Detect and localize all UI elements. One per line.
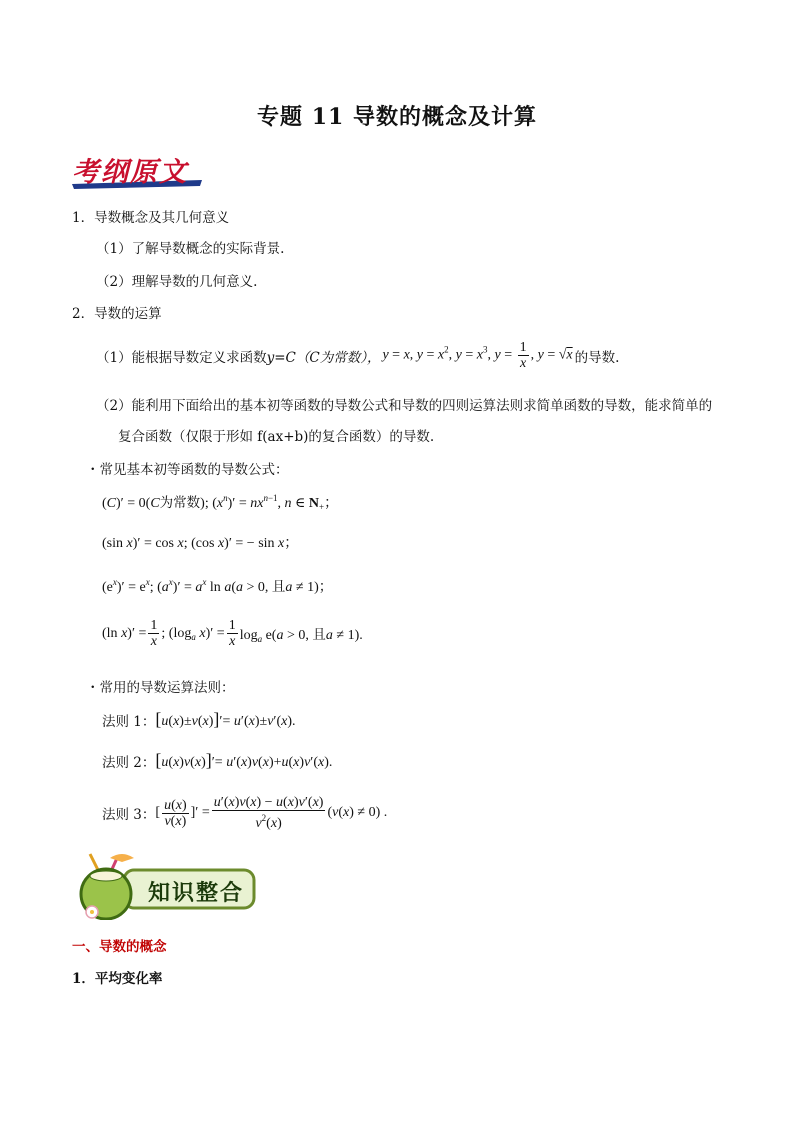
item-2-2-line1: （2）能利用下面给出的基本初等函数的导数公式和导数的四则运算法则求简单函数的导数，能求简单的: [96, 398, 713, 414]
item-2-1-text-a: （1）能根据导数定义求函数: [96, 349, 267, 366]
item-2-1: [96, 340, 619, 371]
formula-trig: (sin x)′ = cos x; (cos x)′ = − sin x；: [102, 536, 299, 551]
formula-exponential: $(e^x)' = e^x$; $(a^x)' = a^x$ ln a(a > 0, 且a ≠ 1)；: [102, 577, 333, 595]
rule-1-formula: [u(x)±v(x)]′= u′(x)±v′(x).: [155, 709, 296, 729]
item-2-1-formula: y = x, $y = x^2$, $y = x^3$, y = $\frac{1}{x}$ , y = √x: [382, 340, 573, 371]
subsection-average-rate: 1．平均变化率: [72, 971, 163, 987]
item-1-2: （2）理解导数的几何意义.: [96, 274, 258, 290]
rule-3-label: 法则 3：: [102, 807, 156, 823]
rule-2-label: 法则 2：: [102, 754, 156, 771]
rule-1: [102, 709, 296, 730]
formula-constant-power: (C)′ = 0(C为常数); $(x^n)' = nx^{n-1}$, n ∈ $N_+$；: [102, 493, 339, 512]
rule-2-formula: [u(x)v(x)]′= u′(x)v(x)+u(x)v′(x).: [155, 750, 333, 770]
rule-1-label: 法则 1：: [102, 713, 156, 730]
formula-exp-and: 且: [271, 579, 286, 594]
page-title: 专题 11 导数的概念及计算: [257, 104, 537, 130]
item-2-1-text-c: 的导数.: [574, 349, 620, 366]
item-1-1: （1）了解导数概念的实际背景.: [96, 241, 285, 257]
bullet-derivative-rules: ・常用的导数运算法则：: [86, 680, 235, 696]
rule-3-formula: [ $\frac{u(x)}{v(x)}$ ]′ = $\frac{u'(x)v(x) - u(x)v'(x)}{v^2(x)}$ ( v ( x ) ≠ 0) .: [155, 795, 388, 831]
section-2-heading: 2．导数的运算: [72, 306, 162, 322]
banner-exam-outline: [70, 150, 205, 190]
item-2-2-line2: 复合函数（仅限于形如 f(ax+b)的复合函数）的导数.: [118, 429, 435, 445]
banner-knowledge-integration: [70, 850, 260, 920]
formula-log-and: 且: [312, 627, 326, 642]
bullet-basic-derivatives: ・常见基本初等函数的导数公式：: [86, 462, 289, 478]
section-derivative-concept: 一、导数的概念: [72, 939, 167, 955]
formula-logarithm: (ln x)′ = $\frac{1}{x}$ ; ($\log_a$ x)′ = $\frac{1}{x}$ $\log_a e(a > 0$, 且a ≠ 1).: [102, 618, 363, 649]
formula-constant-note: 为常数: [159, 495, 201, 510]
banner-knowledge-integration-text: 知识整合: [148, 880, 245, 906]
section-1-heading: 1．导数概念及其几何意义: [72, 210, 230, 226]
rule-3: [102, 795, 387, 831]
rule-2: [102, 750, 332, 771]
banner-exam-outline-text: 考纲原文: [72, 157, 188, 188]
item-2-1-text-b: y=C（C为常数），: [266, 349, 381, 366]
